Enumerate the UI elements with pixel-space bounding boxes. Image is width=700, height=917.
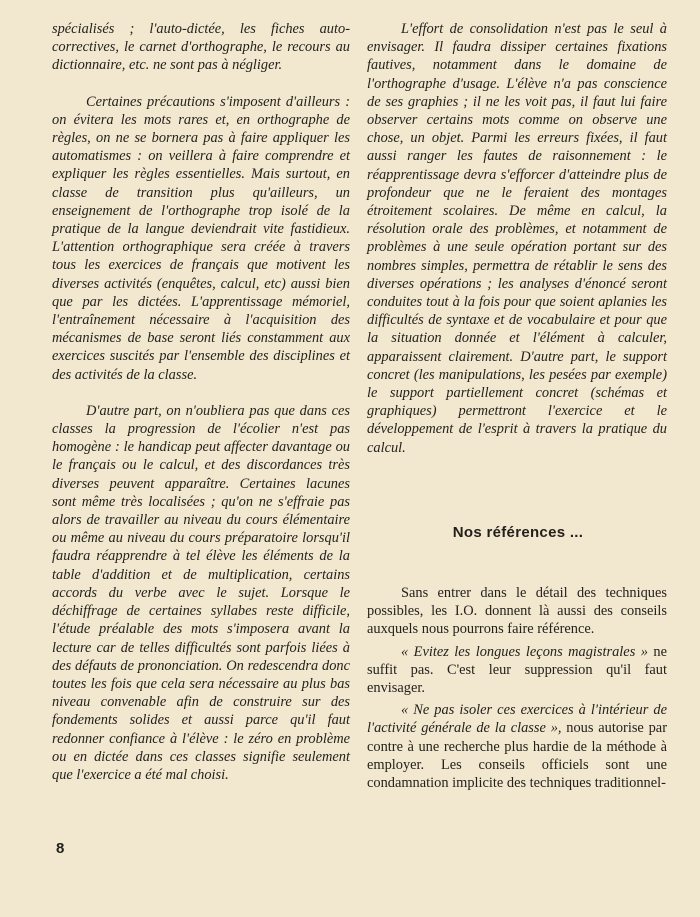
section-heading: Nos références ...	[452, 524, 584, 541]
paragraph: Certaines précautions s'imposent d'ailleurs : on évitera les mots rares et, en orthographe de règles, on ne se bornera pas à faire appliquer les automatismes : on veillera à faire comprendre et expliquer les règles essentielles. Mais surtout, en classe de transition plus qu'ailleurs, un enseignement de l'orthographe trop isolé de la pratique de la langue deviendrait vite fastidieux. L'attention orthographique sera créée à travers tous les exercices de français que motivent les diverses activités (enquêtes, calcul, etc) aussi bien que par les dictées. L'apprentissage mémoriel, l'entraînement nécessaire à l'acquisition des mécanismes de base seront liés constamment aux exercices suscités par l'ensemble des disciplines et des activités de la classe.	[52, 93, 350, 383]
paragraph	[367, 701, 667, 792]
page-number: 8	[56, 840, 65, 857]
right-column	[367, 20, 667, 457]
paragraph: D'autre part, on n'oubliera pas que dans ces classes la progression de l'écolier n'est pas homogène : le handicap peut affecter davantage ou le français ou le calcul, et des discordances très diverses peuvent apparaître. Certaines lacunes sont même très localisées ; qu'on ne s'effraie pas alors de travailler au niveau du cours élémentaire ou même au niveau du cours préparatoire lorsqu'il faudra réapprendre à tel élève les éléments de la table d'addition et de multiplication, certains accords du verbe avec le sujet. Lorsque le déchiffrage de certaines syllabes reste difficile, l'étude préalable des mots s'imposera avant la lecture car de telles difficultés sont parfois liées à des défauts de prononciation. On redescendra donc toutes les fois que cela sera nécessaire au plus bas niveau convenable afin de construire sur des fondements solides et aussi parce qu'il faut redonner confiance à l'élève : le zéro en problème ou en dictée dans ces classes signifie seulement que l'exercice a été mal choisi.	[52, 402, 350, 783]
paragraph	[367, 643, 667, 698]
paragraph: spécialisés ; l'auto-dictée, les fiches auto-correctives, le carnet d'orthographe, le recours au dictionnaire, etc. ne sont pas à négliger.	[52, 21, 350, 74]
quote: « Ne pas isoler ces exercices à l'intérieur de l'activité générale de la classe »,	[367, 702, 667, 737]
quote-followup: ne suffit pas. C'est leur suppression qu'il faut envisager.	[367, 643, 667, 697]
references-column	[367, 584, 667, 792]
paragraph: Sans entrer dans le détail des techniques possibles, les I.O. donnent là aussi des conseils auxquels nous pourrons faire référence.	[367, 585, 667, 638]
paragraph: L'effort de consolidation n'est pas le seul à envisager. Il faudra dissiper certaines fixations fautives, notamment dans le domaine de l'orthographe d'usage. L'élève n'a pas conscience de ses graphies ; il ne les voit pas, il faut lui faire observer certains mots comme on observe une chose, un objet. Parmi les erreurs fixées, il faut aussi ranger les fautes de raisonnement : le réapprentissage devra s'efforcer d'atteindre plus de profondeur que ne le feraient des montages étroitement scolaires. De même en calcul, la résolution orale des problèmes, et notamment de problèmes à une seule opération portant sur des nombres simples, permettra de rétablir le sens des diverses opérations ; les analyses d'énoncé seront conduites tout à la fois pour que soient aplanies les difficultés de syntaxe et de vocabulaire et pour que la situation donnée et l'élément à calculer, apparaissent clairement. D'autre part, le support concret (les manipulations, les pesées par exemple) le support partiellement concret (schémas et graphiques) permettront l'exercice et le développement de l'esprit à travers la pratique du calcul.	[367, 21, 667, 456]
quote: « Evitez les longues leçons magistrales »	[401, 643, 648, 660]
quote-followup: nous autorise par contre à une recherche plus hardie de la méthode à employer. Les conseils officiels sont une condamnation implicite des techniques traditionnel-	[367, 720, 667, 792]
left-column	[52, 20, 350, 784]
